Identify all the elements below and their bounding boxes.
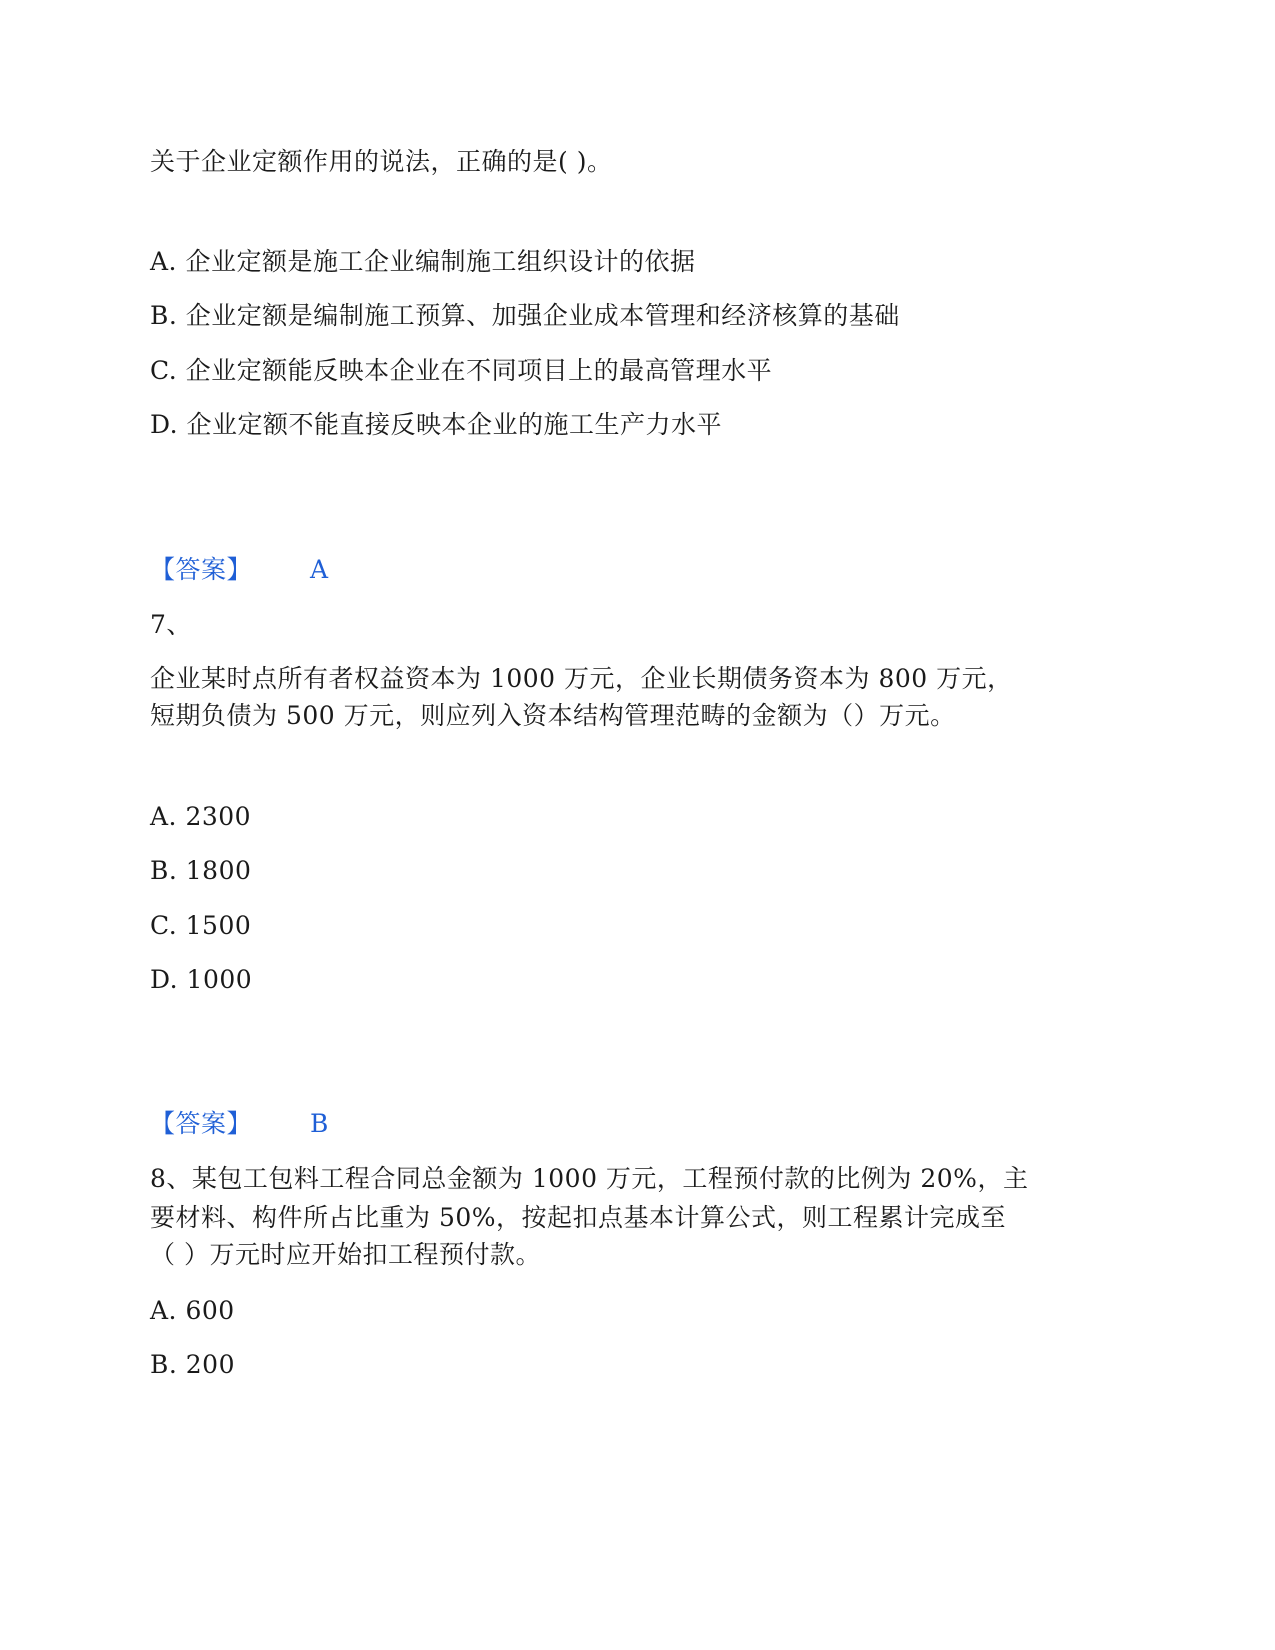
q8-option-a: A. 600 [150, 1296, 235, 1325]
q8-stem-line-2: 要材料、构件所占比重为 50%，按起扣点基本计算公式，则工程累计完成至 [150, 1203, 1007, 1232]
q7-option-a: A. 2300 [150, 802, 252, 831]
q8-stem-line-1: 8、某包工包料工程合同总金额为 1000 万元，工程预付款的比例为 20%，主 [150, 1164, 1029, 1193]
q7-answer-row [150, 1109, 329, 1139]
q8-stem-line-3: （ ）万元时应开始扣工程预付款。 [150, 1240, 541, 1269]
q6-option-d: D. 企业定额不能直接反映本企业的施工生产力水平 [150, 410, 723, 439]
q8-option-b: B. 200 [150, 1350, 235, 1379]
q7-answer-tag: 【答案】 [150, 1109, 253, 1138]
q7-stem-line-1: 企业某时点所有者权益资本为 1000 万元，企业长期债务资本为 800 万元， [150, 664, 1013, 693]
q7-option-d: D. 1000 [150, 965, 253, 994]
q6-answer-tag: 【答案】 [150, 555, 253, 584]
q7-stem-line-2: 短期负债为 500 万元，则应列入资本结构管理范畴的金额为（）万元。 [150, 701, 956, 730]
q6-answer-row [150, 555, 329, 585]
q6-answer-value: A [310, 555, 329, 584]
q6-stem: 关于企业定额作用的说法，正确的是( )。 [150, 147, 613, 176]
q7-number: 7、 [150, 610, 192, 639]
q6-option-a: A. 企业定额是施工企业编制施工组织设计的依据 [150, 247, 696, 276]
q7-option-b: B. 1800 [150, 856, 252, 885]
q7-option-c: C. 1500 [150, 911, 252, 940]
q6-option-b: B. 企业定额是编制施工预算、加强企业成本管理和经济核算的基础 [150, 301, 900, 330]
q6-option-c: C. 企业定额能反映本企业在不同项目上的最高管理水平 [150, 356, 773, 385]
q7-answer-value: B [310, 1109, 329, 1138]
